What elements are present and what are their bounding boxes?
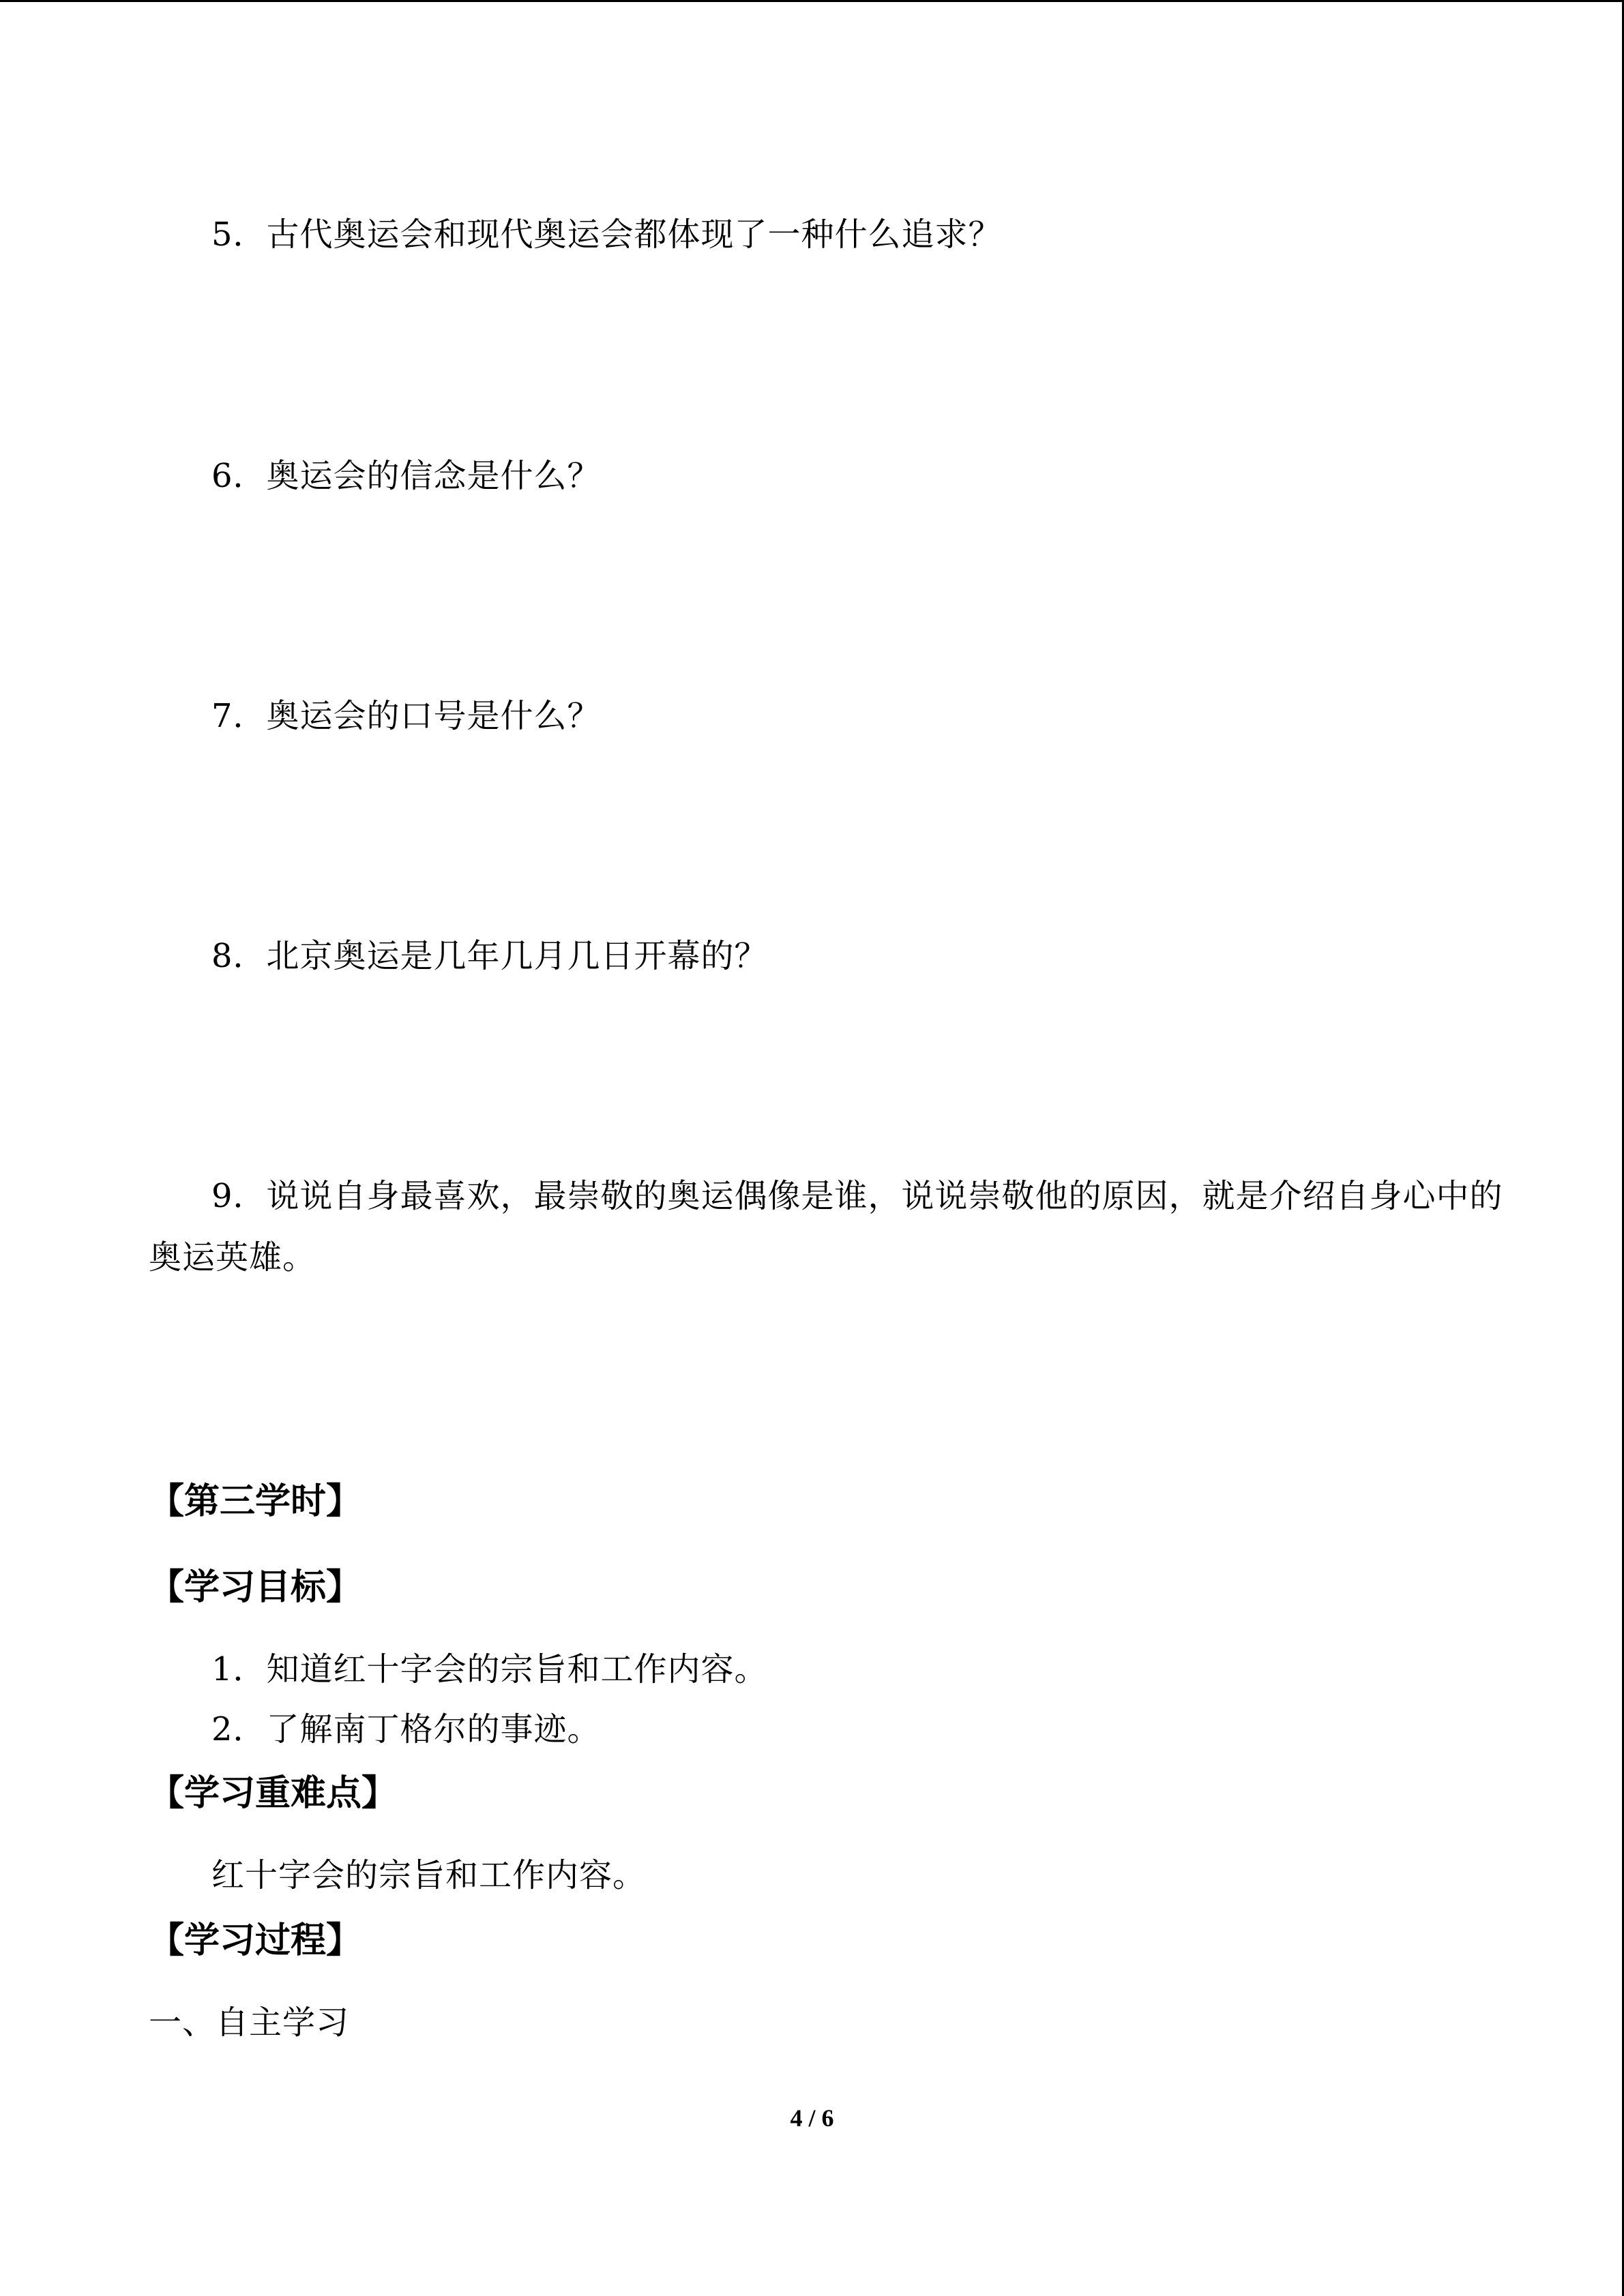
key-points-text: 红十字会的宗旨和工作内容。 [211, 1856, 647, 1894]
page-top-border [0, 0, 1624, 2]
question-7: 7．奥运会的口号是什么？ [211, 697, 601, 735]
page-number: 4 / 6 [790, 2104, 834, 2132]
goal-item-2: 2．了解南丁格尔的事迹。 [211, 1710, 601, 1748]
process-subheading-self-study: 一、自主学习 [149, 2003, 350, 2042]
question-9-line-1: 9．说说自身最喜欢，最崇敬的奥运偶像是谁，说说崇敬他的原因，就是介绍自身心中的 [211, 1177, 1503, 1215]
goal-item-1: 1．知道红十字会的宗旨和工作内容。 [211, 1650, 768, 1688]
section-title-third-period: 【第三学时】 [149, 1481, 362, 1522]
heading-learning-process: 【学习过程】 [149, 1920, 362, 1961]
question-8: 8．北京奥运是几年几月几日开幕的？ [211, 937, 768, 975]
question-9-line-2: 奥运英雄。 [149, 1238, 316, 1277]
heading-key-points: 【学习重难点】 [149, 1773, 398, 1814]
heading-learning-goals: 【学习目标】 [149, 1567, 362, 1608]
question-5: 5．古代奥运会和现代奥运会都体现了一种什么追求？ [211, 215, 1002, 254]
question-6: 6．奥运会的信念是什么？ [211, 457, 601, 495]
